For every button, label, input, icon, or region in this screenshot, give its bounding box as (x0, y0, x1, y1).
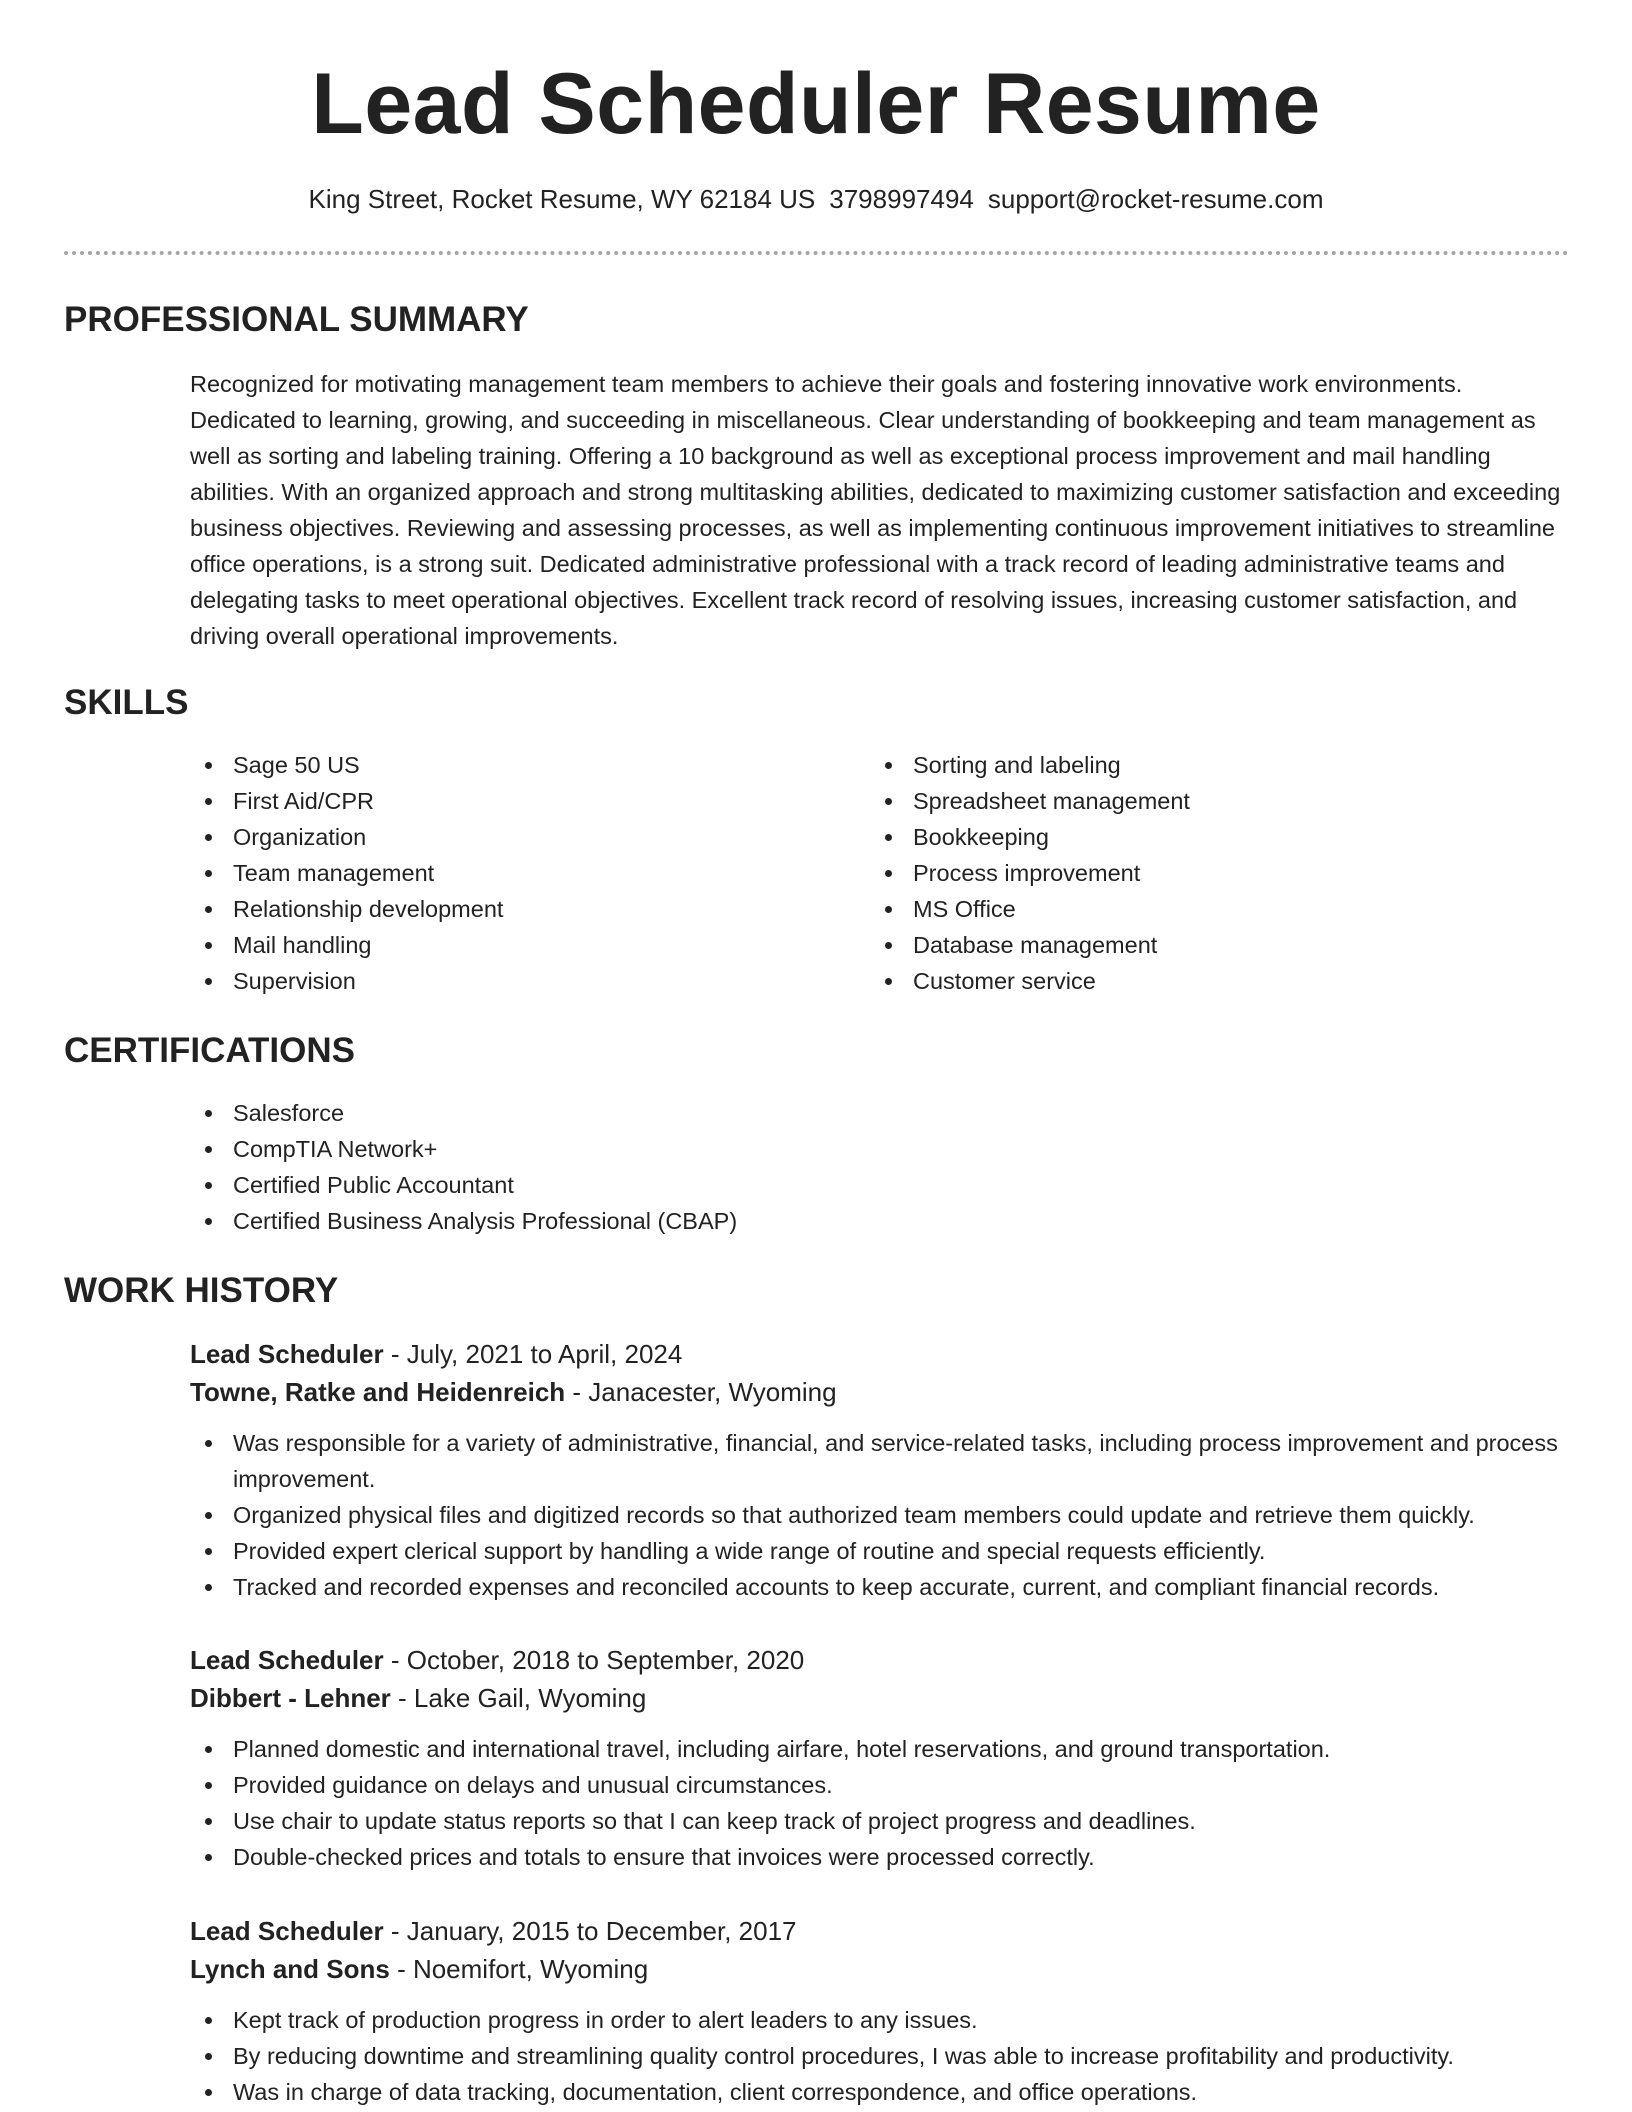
skills-heading: SKILLS (64, 683, 189, 722)
certifications-list-wrap (190, 1095, 1570, 1239)
header-divider (64, 251, 1569, 255)
contact-line (0, 182, 1632, 216)
job-duty: Was in charge of data tracking, documentation, client correspondence, and office operations. (190, 2074, 1580, 2110)
contact-address: King Street, Rocket Resume, WY 62184 US (308, 184, 816, 214)
skill-item: Sage 50 US (190, 747, 850, 783)
job-location: - Janacester, Wyoming (565, 1377, 837, 1407)
job-duty: Planned domestic and international travel, including airfare, hotel reservations, and ground transportation. (190, 1731, 1580, 1767)
job-dates: - October, 2018 to September, 2020 (383, 1645, 805, 1675)
job-entry (190, 1335, 1580, 1605)
skill-item: Supervision (190, 963, 850, 999)
skills-list-right (870, 747, 1530, 999)
skill-item: Mail handling (190, 927, 850, 963)
skill-item: Spreadsheet management (870, 783, 1530, 819)
certification-item: CompTIA Network+ (190, 1131, 1570, 1167)
job-duty: Tracked and recorded expenses and reconciled accounts to keep accurate, current, and compliant financial records. (190, 1569, 1580, 1605)
skill-item: Relationship development (190, 891, 850, 927)
job-location: - Lake Gail, Wyoming (390, 1683, 647, 1713)
job-duties (190, 2002, 1580, 2110)
certification-item: Salesforce (190, 1095, 1570, 1131)
skill-item: Organization (190, 819, 850, 855)
work-history-heading: WORK HISTORY (64, 1271, 339, 1310)
skill-item: MS Office (870, 891, 1530, 927)
skills-column-left (190, 747, 850, 999)
job-duties (190, 1425, 1580, 1605)
job-role: Lead Scheduler (190, 1645, 384, 1675)
job-company: Lynch and Sons (190, 1954, 390, 1984)
skills-column-right (870, 747, 1530, 999)
job-duty: Organized physical files and digitized records so that authorized team members could update and retrieve them quickly. (190, 1497, 1580, 1533)
job-title-line (190, 1912, 1580, 1950)
skill-item: Database management (870, 927, 1530, 963)
resume-title: Lead Scheduler Resume (311, 56, 1321, 152)
job-company-line (190, 1373, 1580, 1411)
job-company-line (190, 1950, 1580, 1988)
job-title-line (190, 1641, 1580, 1679)
skill-item: First Aid/CPR (190, 783, 850, 819)
contact-phone: 3798997494 (829, 184, 974, 214)
skill-item: Sorting and labeling (870, 747, 1530, 783)
job-role: Lead Scheduler (190, 1916, 384, 1946)
job-duties (190, 1731, 1580, 1875)
job-dates: - July, 2021 to April, 2024 (383, 1339, 683, 1369)
skill-item: Customer service (870, 963, 1530, 999)
job-duty: Was responsible for a variety of administrative, financial, and service-related tasks, including process improvement and process improvement. (190, 1425, 1580, 1497)
job-title-line (190, 1335, 1580, 1373)
skill-item: Bookkeeping (870, 819, 1530, 855)
job-entry (190, 1641, 1580, 1875)
contact-email: support@rocket-resume.com (987, 184, 1324, 214)
job-company-line (190, 1679, 1580, 1717)
job-duty: Kept track of production progress in order to alert leaders to any issues. (190, 2002, 1580, 2038)
job-entry (190, 1912, 1580, 2110)
job-duty: Double-checked prices and totals to ensure that invoices were processed correctly. (190, 1839, 1580, 1875)
job-duty: By reducing downtime and streamlining quality control procedures, I was able to increase profitability and productivity. (190, 2038, 1580, 2074)
job-location: - Noemifort, Wyoming (389, 1954, 649, 1984)
certifications-list (190, 1095, 1570, 1239)
job-dates: - January, 2015 to December, 2017 (383, 1916, 797, 1946)
job-duty: Use chair to update status reports so that I can keep track of project progress and deadlines. (190, 1803, 1580, 1839)
job-duty: Provided expert clerical support by handling a wide range of routine and special requests efficiently. (190, 1533, 1580, 1569)
summary-heading: PROFESSIONAL SUMMARY (64, 300, 529, 339)
certification-item: Certified Public Accountant (190, 1167, 1570, 1203)
skill-item: Team management (190, 855, 850, 891)
certification-item: Certified Business Analysis Professional (CBAP) (190, 1203, 1570, 1239)
skill-item: Process improvement (870, 855, 1530, 891)
skills-list-left (190, 747, 850, 999)
job-company: Dibbert - Lehner (190, 1683, 391, 1713)
certifications-heading: CERTIFICATIONS (64, 1031, 356, 1070)
job-company: Towne, Ratke and Heidenreich (190, 1377, 566, 1407)
job-duty: Provided guidance on delays and unusual circumstances. (190, 1767, 1580, 1803)
job-role: Lead Scheduler (190, 1339, 384, 1369)
summary-text: Recognized for motivating management team members to achieve their goals and fostering innovative work environments. Dedicated to learning, growing, and succeeding in miscellaneous. Clear understanding of bookkeeping and team management as well as sorting and labeling training. Offering a 10 background as well as exceptional process improvement and mail handling abilities. With an organized approach and strong multitasking abilities, dedicated to maximizing customer satisfaction and exceeding business objectives. Reviewing and assessing processes, as well as implementing continuous improvement initiatives to streamline office operations, is a strong suit. Dedicated administrative professional with a track record of leading administrative teams and delegating tasks to meet operational objectives. Excellent track record of resolving issues, increasing customer satisfaction, and driving overall operational improvements. (190, 371, 1561, 649)
